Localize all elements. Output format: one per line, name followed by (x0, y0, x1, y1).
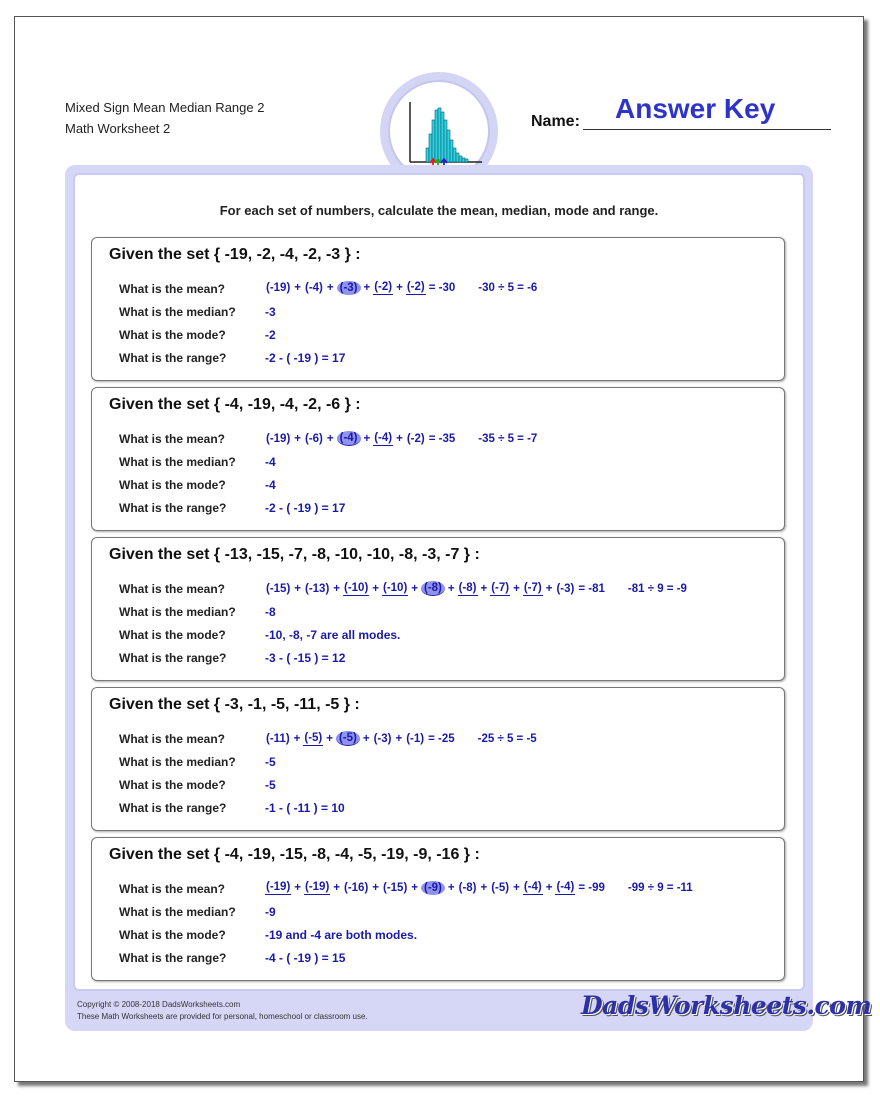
worksheet-frame (65, 165, 872, 1031)
worksheet-title (65, 97, 264, 139)
mean-term: (-9) (421, 881, 445, 895)
mode-question: What is the mode? (119, 778, 226, 792)
problem-card (91, 387, 785, 531)
copyright-text: Copyright © 2008-2018 DadsWorksheets.com (77, 1000, 241, 1009)
range-answer: -4 - ( -19 ) = 15 (265, 951, 346, 965)
mean-term: (-10) (344, 581, 369, 594)
mode-answer: -10, -8, -7 are all modes. (265, 628, 401, 642)
mode-question: What is the mode? (119, 628, 226, 642)
range-question: What is the range? (119, 501, 227, 515)
problem-set: Given the set { -13, -15, -7, -8, -10, -10, -8, -3, -7 } : (109, 546, 480, 563)
mean-sum: = -30 (428, 282, 456, 294)
problem-card (91, 237, 785, 381)
mean-term: (-15) (383, 882, 408, 894)
mean-question: What is the mean? (119, 282, 226, 296)
mean-term: (-2) (406, 432, 425, 445)
mean-sum: = -25 (428, 732, 455, 745)
worksheet-page (14, 16, 872, 1082)
problem-card (91, 837, 785, 981)
median-question: What is the median? (119, 605, 236, 619)
mean-answer: (-19) + (-4) + (-3) + (-2) + (-2) = -30 -30 ÷ 5 = -6 (266, 281, 538, 294)
mean-term: (-7) (491, 581, 510, 594)
mean-sum: = -99 (578, 882, 605, 894)
problem-set: Given the set { -3, -1, -5, -11, -5 } : (109, 696, 360, 713)
median-question: What is the median? (119, 755, 236, 769)
mode-answer: -19 and -4 are both modes. (265, 928, 418, 942)
mean-term: (-3) (556, 582, 575, 595)
median-answer: -8 (265, 605, 276, 619)
mean-question: What is the mean? (119, 582, 226, 596)
mean-term: (-3) (373, 732, 392, 745)
mean-result: -25 ÷ 5 = -5 (477, 732, 537, 745)
mean-term: (-10) (383, 581, 408, 594)
mean-term: (-8) (458, 581, 477, 594)
median-question: What is the median? (119, 905, 236, 919)
mode-question: What is the mode? (119, 328, 226, 342)
mean-result: -30 ÷ 5 = -6 (478, 282, 538, 294)
range-question: What is the range? (119, 651, 227, 665)
mean-term: (-11) (266, 732, 290, 745)
mode-question: What is the mode? (119, 478, 226, 492)
instructions: For each set of numbers, calculate the mean, median, mode and range. (219, 203, 659, 218)
range-question: What is the range? (119, 801, 227, 815)
mean-term: (-6) (305, 432, 323, 445)
median-answer: -9 (265, 905, 276, 919)
mean-answer: (-19) + (-19) + (-16) + (-15) + (-9) + (-8) + (-5) + (-4) + (-4) = -99 -99 ÷ 9 = -11 (266, 881, 693, 894)
mean-term: (-4) (337, 431, 361, 446)
mean-term: (-19) (305, 881, 330, 893)
worksheet-content (73, 173, 805, 991)
mean-term: (-1) (406, 732, 425, 745)
mean-term: (-13) (305, 582, 330, 595)
mean-term: (-19) (266, 432, 291, 445)
mean-term: (-15) (266, 582, 291, 595)
mode-answer: -4 (265, 478, 276, 492)
mean-question: What is the mean? (119, 882, 226, 896)
mean-term: (-4) (523, 881, 542, 893)
mean-term: (-8) (458, 882, 477, 894)
title-line-2: Math Worksheet 2 (65, 121, 171, 136)
median-question: What is the median? (119, 305, 236, 319)
mean-term: (-2) (374, 281, 393, 293)
mean-term: (-2) (406, 281, 425, 293)
problem-card (91, 687, 785, 831)
title-line-1: Mixed Sign Mean Median Range 2 (65, 100, 265, 115)
mean-term: (-19) (266, 881, 291, 893)
problem-set: Given the set { -19, -2, -4, -2, -3 } : (109, 246, 361, 263)
mean-question: What is the mean? (119, 432, 226, 446)
mean-question: What is the mean? (119, 732, 226, 746)
mean-answer: (-11) + (-5) + (-5) + (-3) + (-1) = -25 -25 ÷ 5 = -5 (266, 731, 537, 745)
mean-term: (-5) (491, 882, 510, 894)
mean-term: (-5) (304, 731, 323, 744)
name-label: Name: (531, 113, 580, 130)
range-answer: -2 - ( -19 ) = 17 (265, 501, 346, 515)
footer-copyright (77, 999, 368, 1023)
mean-result: -99 ÷ 9 = -11 (627, 882, 693, 894)
mean-term: (-16) (344, 882, 369, 894)
problem-card (91, 537, 785, 681)
mean-term: (-4) (374, 431, 393, 444)
median-question: What is the median? (119, 455, 236, 469)
mean-result: -81 ÷ 9 = -9 (627, 582, 687, 595)
range-question: What is the range? (119, 951, 227, 965)
problem-set: Given the set { -4, -19, -4, -2, -6 } : (109, 396, 361, 413)
mean-sum: = -81 (578, 582, 605, 595)
mean-term: (-19) (266, 282, 291, 294)
median-answer: -4 (265, 455, 276, 469)
mode-question: What is the mode? (119, 928, 226, 942)
answer-key-label: Answer Key (615, 93, 776, 124)
mean-answer: (-19) + (-6) + (-4) + (-4) + (-2) = -35 -35 ÷ 5 = -7 (266, 431, 538, 445)
brand-logo: DadsWorksheets.com (581, 991, 872, 1020)
mean-term: (-4) (305, 282, 323, 294)
range-answer: -1 - ( -11 ) = 10 (265, 801, 345, 815)
range-question: What is the range? (119, 351, 227, 365)
name-line (583, 129, 831, 130)
mean-answer: (-15) + (-13) + (-10) + (-10) + (-8) + (-8) + (-7) + (-7) + (-3) = -81 -81 ÷ 9 = -9 (266, 581, 687, 595)
mean-term: (-5) (336, 731, 360, 746)
mean-term: (-7) (523, 581, 542, 594)
mean-term: (-8) (421, 581, 445, 596)
mean-result: -35 ÷ 5 = -7 (478, 432, 538, 445)
mean-sum: = -35 (428, 432, 456, 445)
range-answer: -3 - ( -15 ) = 12 (265, 651, 346, 665)
mean-term: (-3) (337, 281, 361, 295)
mean-term: (-4) (556, 881, 575, 893)
problem-set: Given the set { -4, -19, -15, -8, -4, -5, -19, -9, -16 } : (109, 846, 480, 863)
median-answer: -3 (265, 305, 276, 319)
mode-answer: -2 (265, 328, 276, 342)
mode-answer: -5 (265, 778, 276, 792)
usage-notice: These Math Worksheets are provided for personal, homeschool or classroom use. (77, 1012, 368, 1021)
median-answer: -5 (265, 755, 276, 769)
range-answer: -2 - ( -19 ) = 17 (265, 351, 346, 365)
